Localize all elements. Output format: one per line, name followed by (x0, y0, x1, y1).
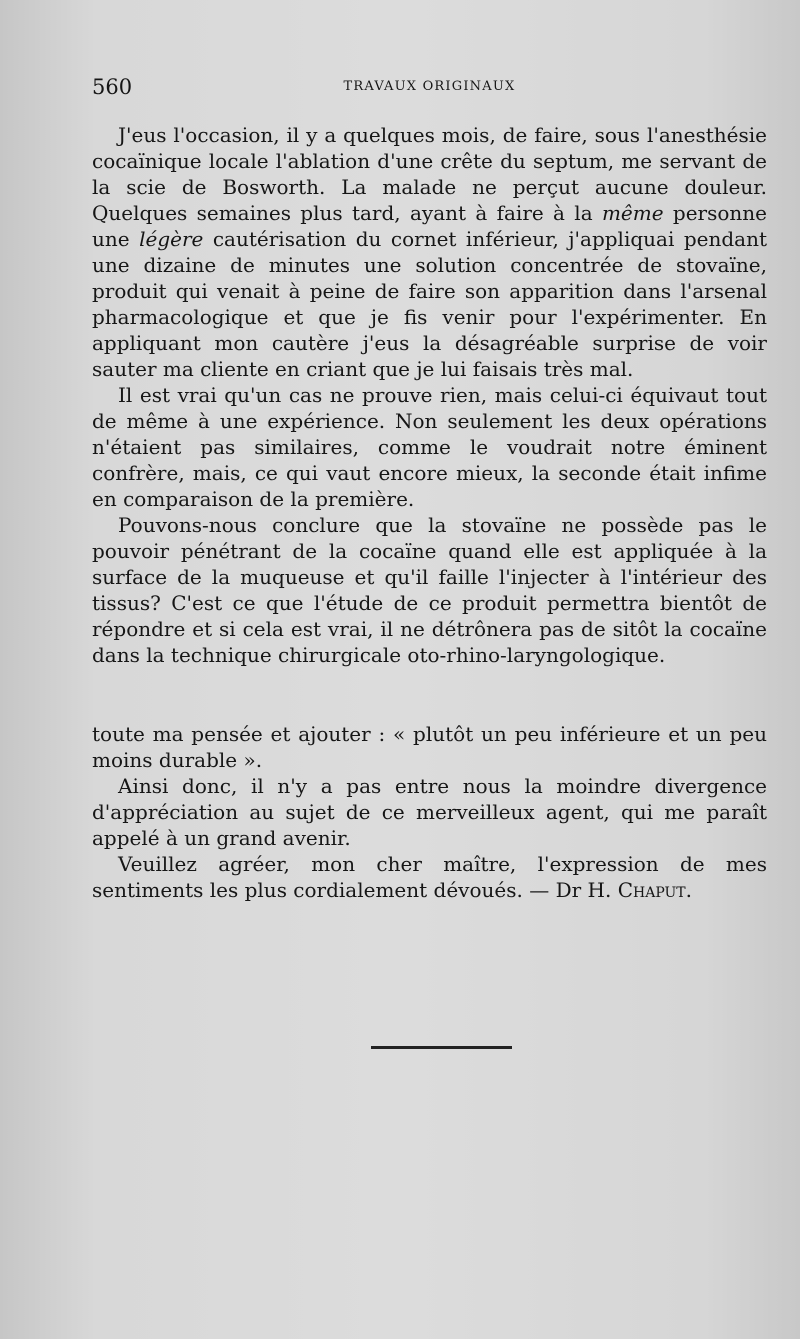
paragraph-1-text-a: J'eus l'occasion, il y a quelques mois, de faire, sous l'anesthésie cocaïnique locale l'ablation d'une crête du septum, me servant de la scie de Bosworth. La malade ne perçut aucune douleur. Quelques semaines plus tard, ayant à faire à la (92, 123, 767, 225)
paragraph-3: Pouvons-nous conclure que la stovaïne ne possède pas le pouvoir pénétrant de la cocaïne quand elle est appliquée à la surface de la muqueuse et qu'il faille l'injecter à l'intérieur des tissus? C'est ce que l'étude de ce produit permettra bientôt de répondre et si cela est vrai, il ne détrônera pas de sitôt la cocaïne dans la technique chirurgicale oto-rhino-laryngologique. (92, 513, 767, 667)
letter-closing-text: Veuillez agréer, mon cher maître, l'expression de mes sentiments les plus cordialement dévoués. — (92, 852, 767, 902)
letter-paragraph-3 (92, 851, 767, 903)
page-number: 560 (92, 75, 133, 99)
running-title: TRAVAUX ORIGINAUX (343, 79, 516, 94)
signature-name: H. Chaput. (587, 878, 692, 902)
paragraph-2: Il est vrai qu'un cas ne prouve rien, mais celui-ci équivaut tout de même à une expérience. Non seulement les deux opérations n'étaient pas similaires, comme le voudrait notre éminent confrère, mais, ce qui vaut encore mieux, la seconde était infime en comparaison de la première. (92, 383, 767, 511)
page-header (92, 74, 767, 100)
letter-paragraph-1: toute ma pensée et ajouter : « plutôt un peu inférieure et un peu moins durable ». (92, 722, 767, 772)
letter-text-block (92, 721, 767, 903)
main-text-block (92, 122, 767, 668)
paragraph-1 (92, 122, 767, 382)
paragraph-1-text-c: cautérisation du cornet inférieur, j'appliquai pendant une dizaine de minutes une solution concentrée de stovaïne, produit qui venait à peine de faire son apparition dans l'arsenal pharmacologique et que je fis venir pour l'expérimenter. En appliquant mon cautère j'eus la désagréable surprise de voir sauter ma cliente en criant que je lui faisais très mal. (92, 227, 767, 381)
letter-paragraph-2: Ainsi donc, il n'y a pas entre nous la moindre divergence d'appréciation au sujet de ce merveilleux agent, qui me paraît appelé à un grand avenir. (92, 774, 767, 850)
end-rule-divider (371, 1046, 512, 1049)
signature-title: Dr (555, 878, 582, 902)
emphasis-meme: même (601, 201, 664, 225)
paragraph-1-text-b: personne une (92, 201, 767, 251)
emphasis-legere: légère (139, 227, 204, 251)
